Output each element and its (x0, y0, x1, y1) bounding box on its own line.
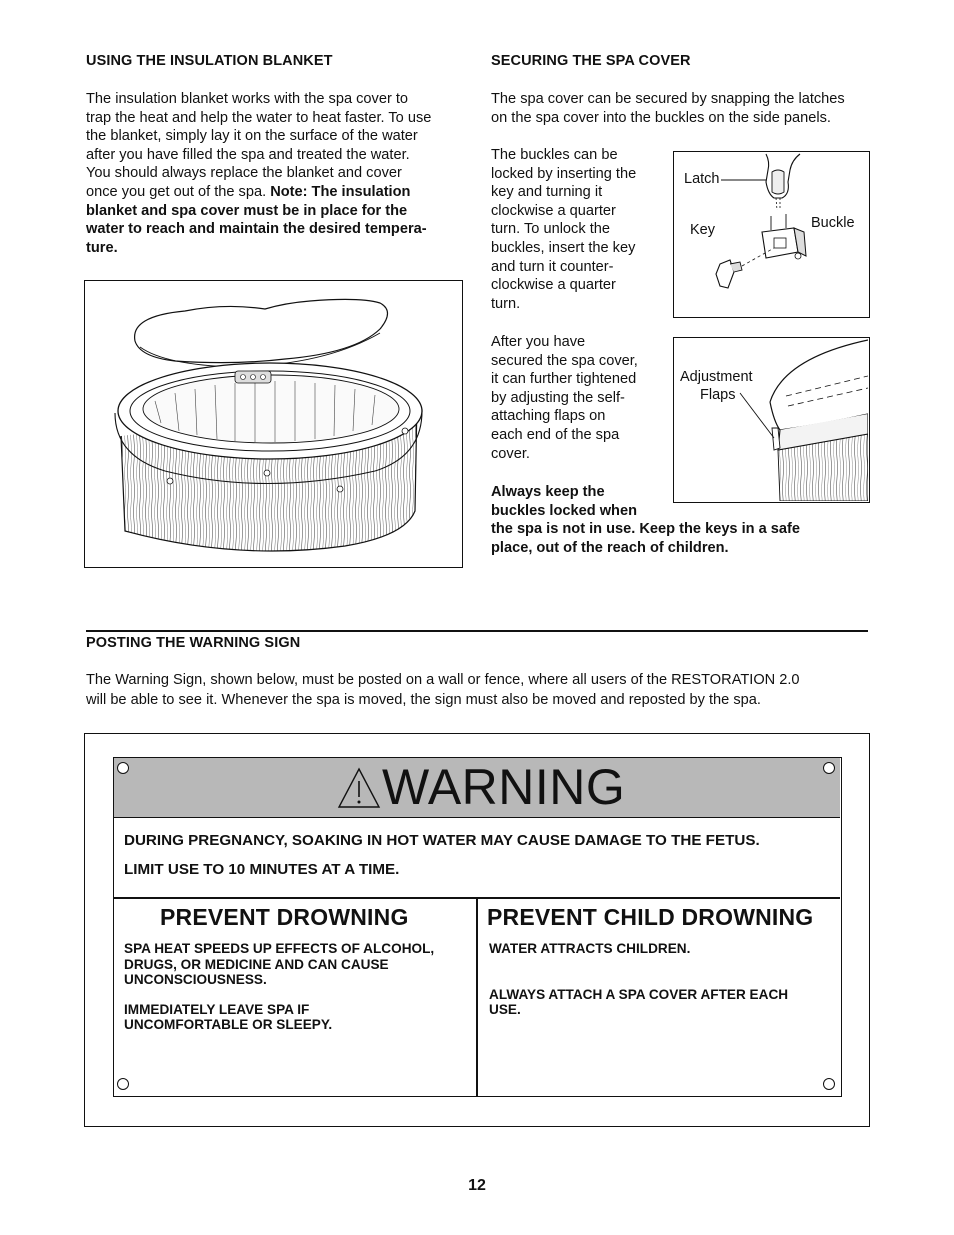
note-line: ture. (86, 239, 118, 256)
insulation-paragraph (86, 90, 466, 257)
buckle-warning (491, 483, 871, 557)
warning-line: place, out of the reach of children. (491, 539, 729, 556)
text-line: clockwise a quarter (491, 202, 616, 219)
text-line: the blanket, simply lay it on the surface of the water (86, 128, 418, 145)
adjustment-flaps-figure (673, 337, 870, 503)
warning-line: buckles locked when (491, 502, 637, 519)
text-line: The buckles can be (491, 147, 618, 163)
mounting-hole-icon (117, 1078, 129, 1090)
adjustment-label: Adjustment (680, 369, 753, 385)
buckle-instructions (491, 146, 666, 313)
spa-with-blanket-illustration (85, 281, 461, 566)
latch-key-buckle-figure (673, 151, 870, 318)
prevent-drowning-heading (160, 904, 409, 931)
text-line: it can further tightened (491, 371, 637, 388)
spa-illustration-frame (84, 280, 463, 568)
insulation-heading: USING THE INSULATION BLANKET (86, 53, 333, 69)
warning-triangle-icon (337, 767, 381, 809)
text-line: The insulation blanket works with the spa cover to (86, 91, 409, 107)
text-line: secured the spa cover, (491, 352, 638, 369)
securing-intro (491, 90, 881, 127)
sign-text-line: DRUGS, OR MEDICINE AND CAN CAUSE (124, 956, 389, 972)
text-line: on the spa cover into the buckles on the side panels. (491, 109, 831, 126)
text-line (86, 183, 466, 202)
prevent-drowning-text (124, 941, 474, 1033)
warning-title: WARNING (382, 759, 626, 815)
text-line: will be able to see it. Whenever the spa is moved, the sign must also be moved and reposted by the spa. (86, 692, 761, 708)
section-divider (86, 630, 868, 632)
prevent-child-drowning-heading (487, 904, 813, 931)
text-line: cover. (491, 445, 530, 462)
prevent-child-drowning-text (489, 941, 839, 1018)
text-run: once you get out of the spa. (86, 183, 271, 200)
text-line: and turn it counter- (491, 258, 614, 275)
securing-heading: SECURING THE SPA COVER (491, 53, 691, 69)
limit-line: LIMIT USE TO 10 MINUTES AT A TIME. (124, 861, 400, 878)
spa-cover-edge-drawing (674, 338, 868, 501)
text-line: After you have (491, 334, 586, 350)
sign-text-line: USE. (489, 1002, 521, 1018)
text-line: by adjusting the self- (491, 389, 625, 406)
sign-text-line: IMMEDIATELY LEAVE SPA IF (124, 1001, 310, 1017)
text-line: clockwise a quarter (491, 277, 616, 294)
text-line: attaching flaps on (491, 408, 606, 425)
warning-line: Always keep the (491, 484, 605, 500)
sign-text-line: SPA HEAT SPEEDS UP EFFECTS OF ALCOHOL, (124, 941, 435, 956)
mounting-hole-icon (117, 762, 129, 774)
text-line: turn. To unlock the (491, 221, 610, 238)
note-line: blanket and spa cover must be in place for the (86, 202, 408, 219)
text-line: locked by inserting the (491, 165, 637, 182)
sign-text-line: ALWAYS ATTACH A SPA COVER AFTER EACH (489, 986, 789, 1002)
note-label: Note: The insulation (270, 183, 411, 200)
text-line: turn. (491, 295, 521, 312)
latch-label: Latch (684, 171, 720, 187)
buckle-label: Buckle (811, 215, 855, 231)
heading-text: PREVENT CHILD DROWNING (487, 904, 814, 930)
text-line: buckles, insert the key (491, 239, 636, 256)
warning-sign (113, 757, 842, 1097)
text-line: after you have filled the spa and treated the water. (86, 146, 410, 163)
text-line: The spa cover can be secured by snapping the latches (491, 91, 845, 107)
sign-text-line: UNCONSCIOUSNESS. (124, 972, 267, 988)
mounting-hole-icon (823, 762, 835, 774)
text-line: each end of the spa (491, 426, 620, 443)
flaps-label: Flaps (700, 387, 736, 403)
latch-key-buckle-drawing (674, 152, 868, 316)
flaps-instructions (491, 333, 666, 463)
heading-text: PREVENT DROWNING (160, 904, 409, 930)
pregnancy-line: DURING PREGNANCY, SOAKING IN HOT WATER MAY CAUSE DAMAGE TO THE FETUS. (124, 832, 760, 849)
text-line: The Warning Sign, shown below, must be posted on a wall or fence, where all users of the RESTORATION 2.0 (86, 672, 800, 688)
text-line: key and turning it (491, 184, 603, 201)
sign-text-line: UNCOMFORTABLE OR SLEEPY. (124, 1017, 333, 1033)
text-line: trap the heat and help the water to heat faster. To use (86, 109, 432, 126)
warning-line: the spa is not in use. Keep the keys in a safe (491, 521, 801, 538)
pregnancy-warning (124, 832, 840, 878)
sign-divider-vertical (476, 897, 478, 1096)
note-line: water to reach and maintain the desired tempera- (86, 221, 427, 238)
posting-heading: POSTING THE WARNING SIGN (86, 635, 301, 651)
warning-title-bar (114, 758, 840, 818)
text-line: You should always replace the blanket and cover (86, 165, 402, 182)
mounting-hole-icon (823, 1078, 835, 1090)
key-label: Key (690, 222, 715, 238)
posting-paragraph (86, 670, 876, 710)
sign-text-line: WATER ATTRACTS CHILDREN. (489, 941, 691, 956)
page-number: 12 (468, 1177, 486, 1194)
